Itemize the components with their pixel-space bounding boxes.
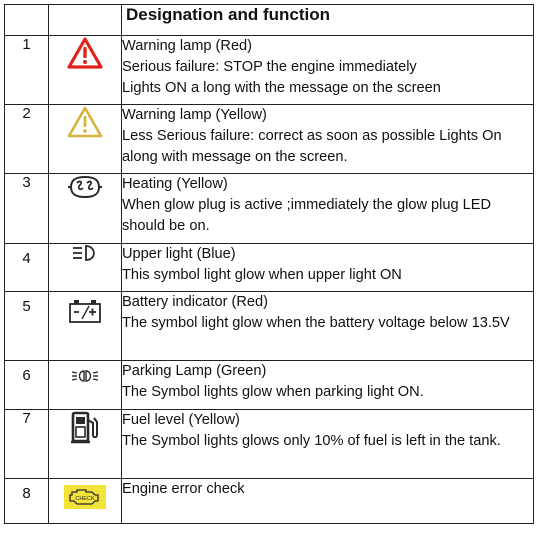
- row-text: When glow plug is active ;immediately the glow plug LED should be on.: [122, 197, 492, 234]
- row-text: The Symbol lights glows only 10% of fuel is left in the tank.: [122, 433, 501, 449]
- row-title: Warning lamp (Red): [122, 38, 253, 54]
- row-title: Fuel level (Yellow): [122, 412, 240, 428]
- row-number: 3: [5, 174, 49, 244]
- row-title: Heating (Yellow): [122, 176, 228, 192]
- row-title: Warning lamp (Yellow): [122, 107, 267, 123]
- row-title: Parking Lamp (Green): [122, 363, 267, 379]
- row-text: This symbol light glow when upper light ON: [122, 267, 402, 283]
- row-description: [122, 244, 534, 292]
- row-description: [122, 105, 534, 174]
- table-row: [5, 292, 534, 361]
- table-row: [5, 361, 534, 410]
- row-title: Upper light (Blue): [122, 246, 236, 262]
- table-row: [5, 410, 534, 479]
- row-number: 2: [5, 105, 49, 174]
- row-description: [122, 410, 534, 479]
- battery-icon: [49, 292, 122, 361]
- header-number-cell: [5, 5, 49, 36]
- table-row: [5, 244, 534, 292]
- glow-plug-icon: [49, 174, 122, 244]
- row-text: The Symbol lights glow when parking light ON.: [122, 384, 424, 400]
- header-row: [5, 5, 534, 36]
- row-description: [122, 361, 534, 410]
- row-number: 4: [5, 244, 49, 292]
- row-description: [122, 36, 534, 105]
- row-number: 6: [5, 361, 49, 410]
- high-beam-icon: [49, 244, 122, 292]
- symbols-table: [4, 4, 534, 524]
- row-number: 5: [5, 292, 49, 361]
- parking-lamp-icon: [49, 361, 122, 410]
- row-number: 7: [5, 410, 49, 479]
- header-title: Designation and function: [122, 5, 534, 36]
- row-title: Engine error check: [122, 481, 245, 497]
- table-row: [5, 174, 534, 244]
- row-description: [122, 292, 534, 361]
- row-title: Battery indicator (Red): [122, 294, 268, 310]
- table-row: [5, 36, 534, 105]
- header-icon-cell: [49, 5, 122, 36]
- row-number: 8: [5, 479, 49, 524]
- fuel-pump-icon: [49, 410, 122, 479]
- warning-triangle-yellow-icon: [49, 105, 122, 174]
- row-number: 1: [5, 36, 49, 105]
- row-description: [122, 174, 534, 244]
- row-text: The symbol light glow when the battery voltage below 13.5V: [122, 315, 510, 331]
- row-text: Less Serious failure: correct as soon as possible Lights On along with message on the screen.: [122, 128, 502, 165]
- table-row: [5, 105, 534, 174]
- row-text: Serious failure: STOP the engine immediately: [122, 59, 417, 75]
- table-row: [5, 479, 534, 524]
- engine-check-icon-label: CHECK: [75, 496, 95, 502]
- engine-check-icon: [49, 479, 122, 524]
- warning-triangle-red-icon: [49, 36, 122, 105]
- row-text: Lights ON a long with the message on the screen: [122, 80, 441, 96]
- row-description: [122, 479, 534, 524]
